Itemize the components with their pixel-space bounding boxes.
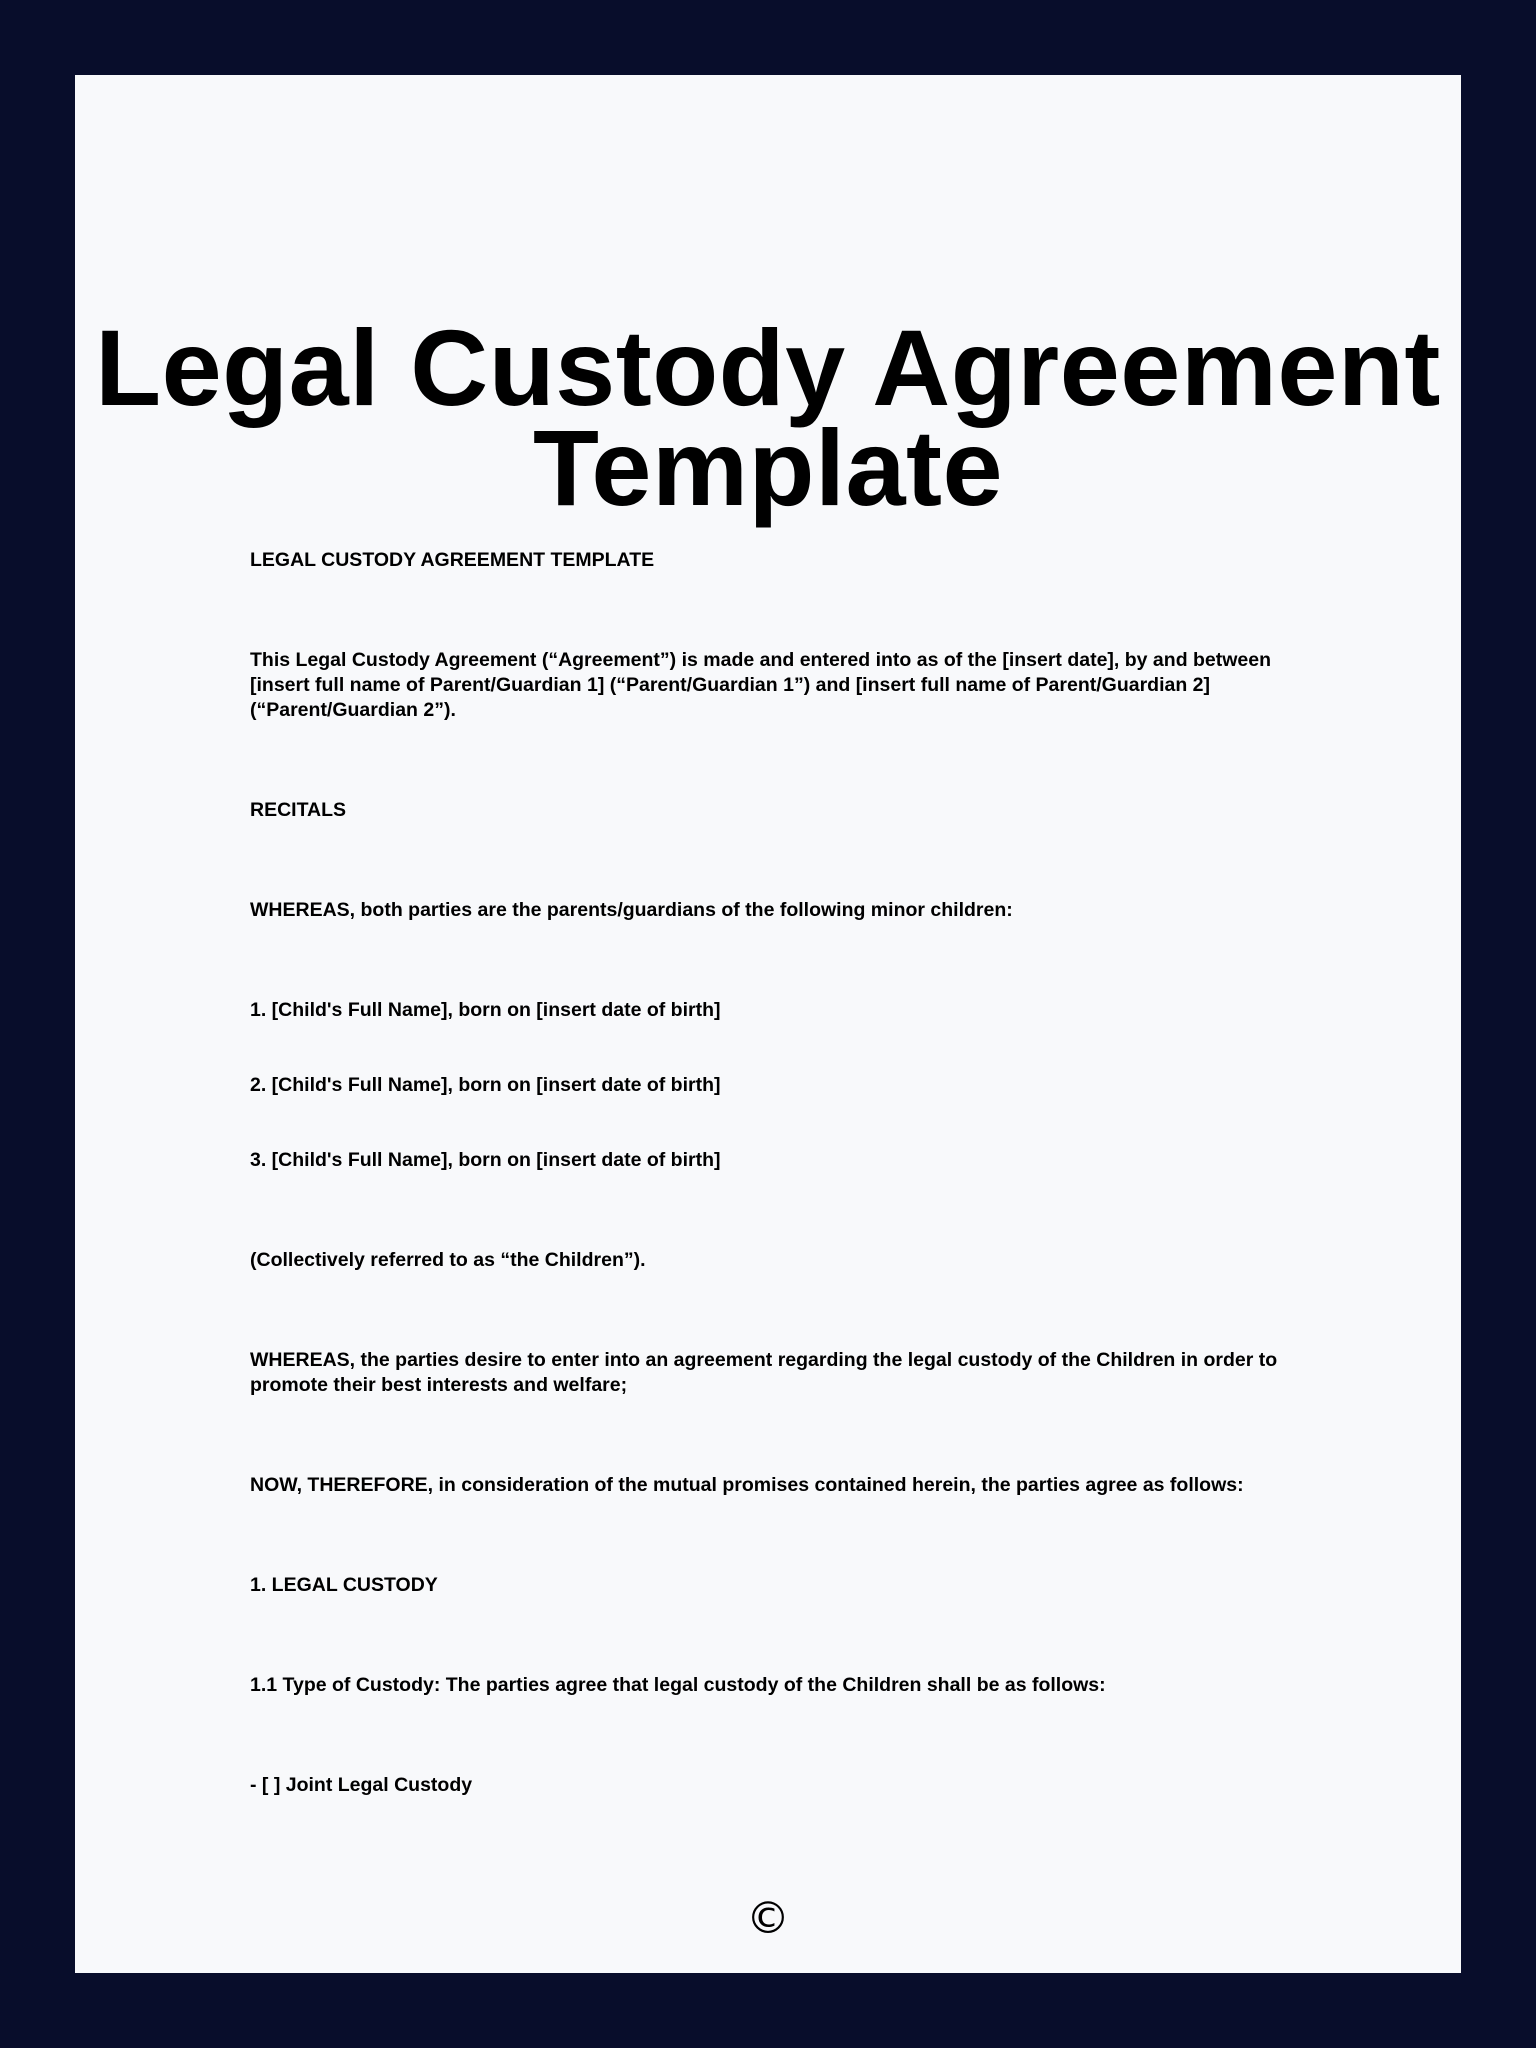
document-title-line-2: Template	[532, 407, 1004, 528]
section-1-heading: 1. LEGAL CUSTODY	[250, 1574, 438, 1596]
child-item-3: 3. [Child's Full Name], born on [insert date of birth]	[250, 1149, 721, 1171]
copyright-icon: ©	[746, 1893, 790, 1944]
child-item-1: 1. [Child's Full Name], born on [insert date of birth]	[250, 999, 721, 1021]
whereas-agreement-clause: WHEREAS, the parties desire to enter into an agreement regarding the legal custody of the Children in order to promote their best interests and welfare;	[250, 1349, 1278, 1396]
document-title-line-1: Legal Custody Agreement	[95, 307, 1441, 428]
whereas-children-clause: WHEREAS, both parties are the parents/guardians of the following minor children:	[250, 899, 1013, 921]
document-title	[75, 307, 1461, 528]
recitals-heading: RECITALS	[250, 799, 347, 821]
section-1-1-clause: 1.1 Type of Custody: The parties agree that legal custody of the Children shall be as follows:	[250, 1674, 1106, 1696]
agreement-heading: LEGAL CUSTODY AGREEMENT TEMPLATE	[250, 549, 655, 571]
now-therefore-clause: NOW, THEREFORE, in consideration of the mutual promises contained herein, the parties agree as follows:	[250, 1474, 1244, 1496]
document-page	[75, 75, 1461, 1973]
collectively-clause: (Collectively referred to as “the Children”).	[250, 1249, 646, 1271]
intro-paragraph: This Legal Custody Agreement (“Agreement”) is made and entered into as of the [insert date], by and between [insert full name of Parent/Guardian 1] (“Parent/Guardian 1”) and [insert full name of Parent/Guardian 2] (“Parent/Guardian 2”).	[250, 649, 1272, 721]
joint-legal-custody-option: - [ ] Joint Legal Custody	[250, 1774, 473, 1796]
child-item-2: 2. [Child's Full Name], born on [insert date of birth]	[250, 1074, 721, 1096]
